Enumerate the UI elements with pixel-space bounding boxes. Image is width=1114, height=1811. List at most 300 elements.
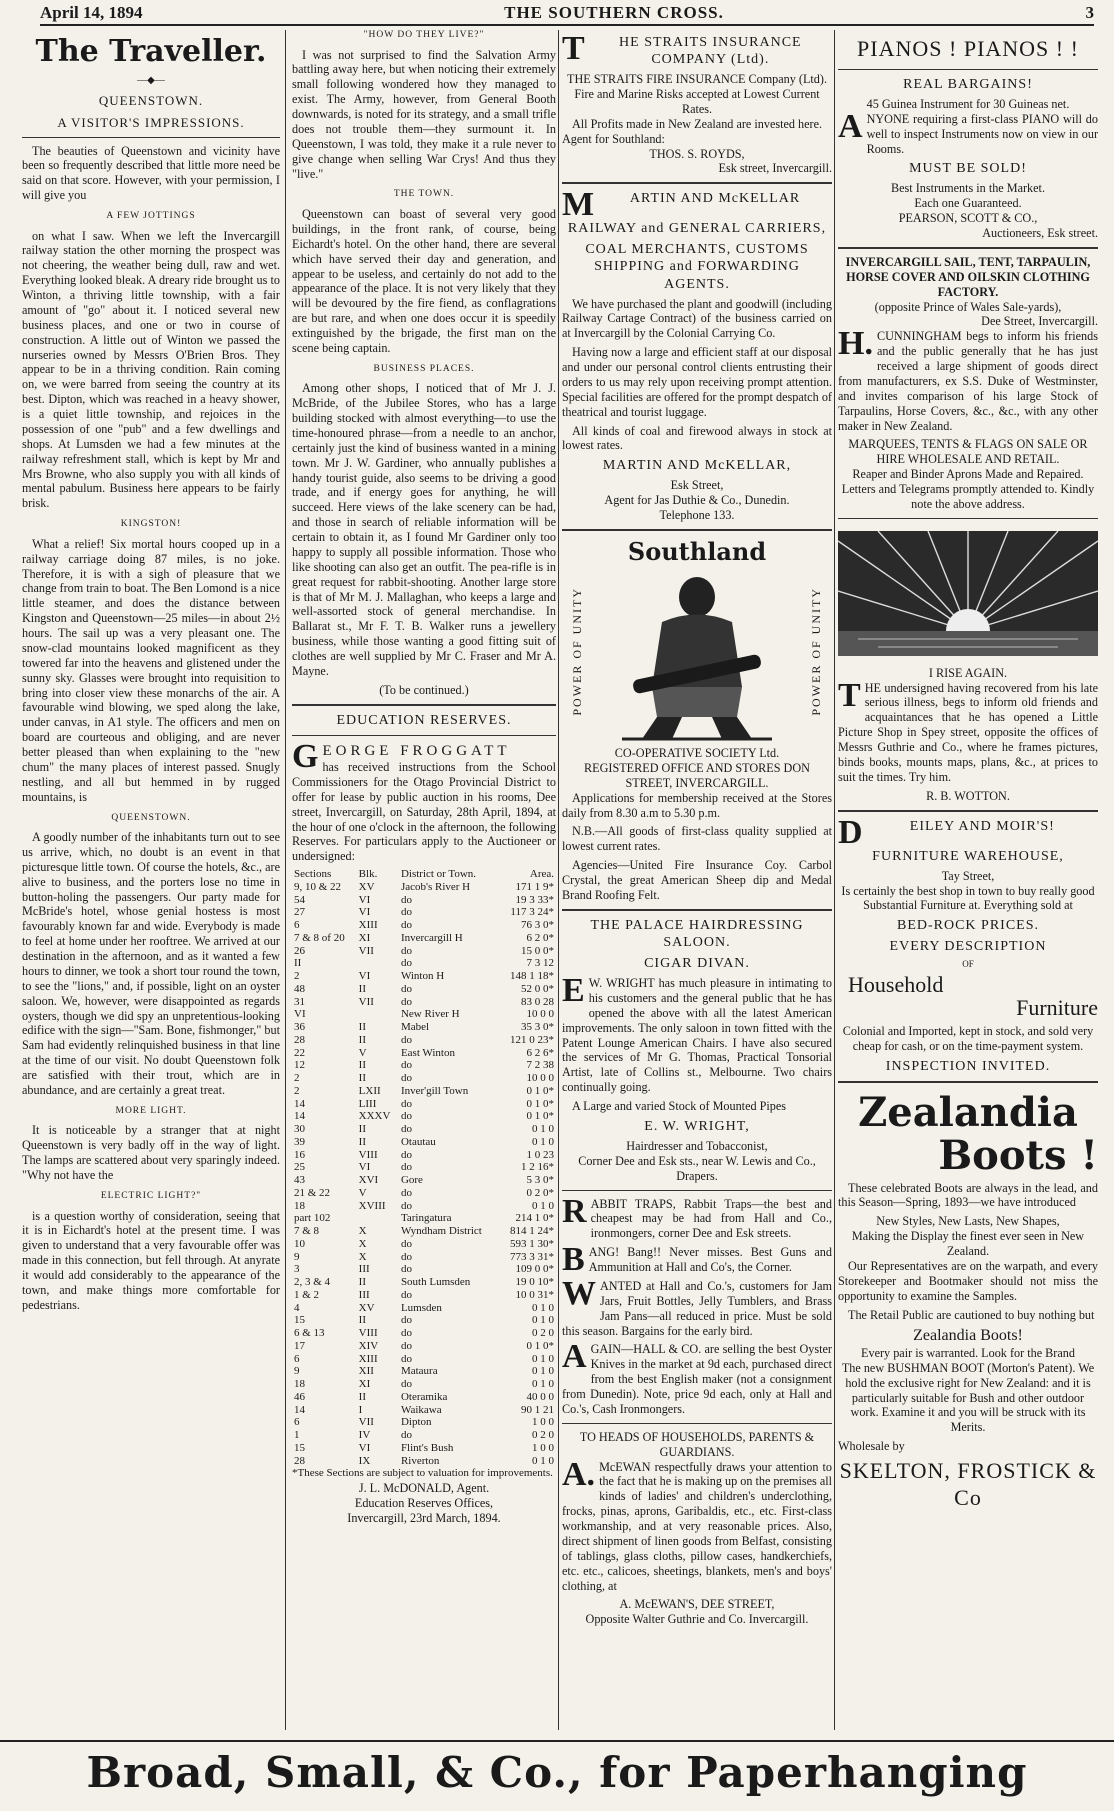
drop-cap: E (562, 972, 585, 1010)
table-row (292, 1021, 556, 1034)
table-row (292, 957, 556, 970)
paragraph: All kinds of coal and firewood always in stock at lowest rates. (562, 423, 832, 453)
notice-date: Invercargill, 23rd March, 1894. (347, 1510, 501, 1525)
ad-subheading: EVERY DESCRIPTION (889, 939, 1047, 955)
table-row (292, 1008, 556, 1021)
ad-signature: PEARSON, SCOTT & CO., (898, 211, 1038, 226)
table-cell: do (400, 1237, 412, 1250)
table-cell: 31 (294, 995, 305, 1008)
table-row (292, 970, 556, 983)
table-row (292, 1378, 556, 1391)
table-row (292, 1187, 556, 1200)
agent-name: J. L. McDONALD, Agent. (358, 1480, 490, 1495)
table-cell: 14 (294, 1110, 305, 1123)
table-cell: II (358, 1276, 366, 1289)
table-cell: 35 3 0* (521, 1021, 554, 1034)
table-cell: Gore (400, 1174, 423, 1187)
ad-signature: MARTIN AND McKELLAR, (602, 458, 792, 474)
table-cell: 0 1 0 (532, 1365, 554, 1378)
table-cell: do (400, 1250, 412, 1263)
table-cell: 9 (294, 1365, 300, 1378)
ad-subheading: THE STRAITS FIRE INSURANCE Company (Ltd). (567, 72, 827, 87)
table-cell: VII (358, 944, 374, 957)
footer-advertisement: Broad, Small, & Co., for Paperhanging (0, 1740, 1114, 1802)
table-row (292, 1225, 556, 1238)
table-cell: 0 1 0* (526, 1110, 554, 1123)
table-cell: do (400, 957, 412, 970)
ad-subheading: MUST BE SOLD! (909, 161, 1027, 177)
ad-text: Agent for Jas Duthie & Co., Dunedin. (604, 493, 790, 508)
table-cell: 0 1 0 (532, 1454, 554, 1467)
table-cell: do (400, 1148, 412, 1161)
table-cell: IX (358, 1454, 371, 1467)
table-cell: 6 2 6* (526, 1046, 554, 1059)
ad-heading: Boots ! (938, 1131, 1098, 1179)
table-cell: 0 1 0 (532, 1378, 554, 1391)
agent-address: Esk street, Invercargill. (718, 161, 832, 176)
section-heading: A FEW JOTTINGS (106, 211, 196, 221)
table-row (292, 1289, 556, 1302)
table-cell: 773 3 31* (510, 1250, 554, 1263)
table-cell: XVIII (358, 1199, 386, 1212)
table-cell: do (400, 1161, 412, 1174)
table-cell: 10 0 0 (526, 1072, 554, 1085)
paragraph: I was not surprised to find the Salvation Army battling away here, but when noticing their extremely small following wondered how they managed to exist. The Army, however, from General Booth downwards, is noted for its strategy, and a small trifle does not trouble them—they surmount it. In Queenstown, I was told, they make it a rule never to give change when selling War Crys! And thus they "live." (292, 47, 556, 181)
ad-heading: THE PALACE HAIRDRESSING SALOON. (590, 917, 804, 950)
column-traveller (22, 30, 280, 1730)
table-cell: 39 (294, 1135, 305, 1148)
table-cell: I (358, 1403, 363, 1416)
table-cell: 0 2 0* (526, 1186, 554, 1199)
table-cell: 19 0 10* (515, 1276, 554, 1289)
ad-text: New Styles, New Lasts, New Shapes, (876, 1214, 1060, 1229)
divider (838, 69, 1098, 70)
table-cell: 148 1 18* (510, 970, 554, 983)
page-number: 3 (1085, 3, 1094, 22)
ad-text: Each one Guaranteed. (914, 196, 1022, 211)
drop-cap: G (292, 737, 319, 775)
ad-text: Auctioneers, Esk street. (982, 226, 1098, 241)
table-cell: 1 0 0 (532, 1441, 554, 1454)
drop-cap: D (838, 813, 863, 851)
table-cell: do (400, 1123, 412, 1136)
table-cell: 214 1 0* (515, 1212, 554, 1225)
table-cell: 7 & 8 of 20 (294, 931, 345, 944)
table-cell: 0 1 0 (532, 1301, 554, 1314)
table-cell: do (400, 1059, 412, 1072)
table-row (292, 1161, 556, 1174)
table-cell (357, 957, 399, 970)
paragraph: HE undersigned having recovered from his late serious illness, begs to inform old friends and acquaintances that he has opened a Little Picture Shop in Spey street, opposite the offices of Messrs Guthrie and Co., where he frames pictures, binds books, mounts maps, plans, &c., at prices to suit the times. Try him. (838, 680, 1098, 784)
drop-cap: T (838, 676, 861, 714)
table-cell: do (400, 944, 412, 957)
table-cell: 16 (294, 1148, 305, 1161)
table-cell: 46 (294, 1390, 305, 1403)
table-cell: V (358, 1186, 367, 1199)
paragraph: Our Representatives are on the warpath, and every Storekeeper and Bootmaker should not miss the opportunity to examine the Samples. (838, 1258, 1098, 1303)
man-with-bundle-icon (562, 567, 832, 742)
paragraph: GAIN—HALL & CO. are selling the best Oyster Knives in the market at 9d each, purchased direct from the best English maker (not a consignment from Dunedin). Note, price 9d each, only at Hall and Co.'s, Cash Ironmongers. (562, 1342, 832, 1416)
ad-signature: SKELTON, FROSTICK & Co (839, 1458, 1097, 1510)
table-cell: do (400, 1314, 412, 1327)
ad-text: (opposite Prince of Wales Sale-yards), (874, 299, 1062, 314)
table-cell: XIII (358, 1352, 378, 1365)
table-cell: do (400, 982, 412, 995)
southland-logo (562, 537, 832, 742)
table-cell: do (400, 1352, 412, 1365)
table-cell: do (400, 906, 412, 919)
table-cell: II (358, 1021, 366, 1034)
table-cell (357, 1008, 399, 1021)
table-cell: 52 0 0* (521, 982, 554, 995)
table-cell: New River H (400, 1008, 460, 1021)
table-cell: 30 (294, 1123, 305, 1136)
paragraph: on what I saw. When we left the Invercargill railway station the other morning the prospect was not cheering, the weather being dull, raw and wet. Everything looked bleak. A dreary ride brought us to Winton, a thriving little township, with a fair amount of "go" about it. I noticed several new business places, and one or two in course of construction. A little out of Winton we passed the nurseries owned by Messrs O'Brien Bros. They appear to be in a thriving condition. Rain coming on, we were barred from seeing the country at its best. Dipton, which was reached in a heavy shower, is a quiet little township, and rejoices in the possession of one "pub" and a few dwellings and shops. At Lumsden we had a few minutes at the railway refreshment stall, which is kept by Mr and Mrs Browne, who also supply you with all kinds of mental pabulum. Business here appears to be fairly brisk. (22, 228, 280, 511)
table-cell: 10 0 0 (526, 1008, 554, 1021)
ad-heading: EDUCATION RESERVES. (336, 712, 512, 728)
table-cell: Taringatura (400, 1212, 452, 1225)
paragraph: What a relief! Six mortal hours cooped up in a railway carriage doing 87 miles, is no joke. Therefore, it is with a sigh of pleasure that we change from train to boat. The Ben Lomond is a nice little steamer, and does the distance between Kingston and Queenstown—25 miles—in about 2½ hours. The sail up was a very pleasant one. The snow-clad mountains looked magnificent as they towered far into the heavens and glistened under the sunny sky. Glasses were brought into requisition to bring into closer view these monarchs of the air. A favourable wind blowing, we sped along the lake, under canvas, in A1 style. The officers and men on board are courteous and obliging, and are never better pleased than when explaining to the "new chum" the many places of interest passed. Snugly nestling, and all but hemmed in by rugged mountains, is (22, 536, 280, 804)
table-cell: VI (294, 1008, 306, 1021)
paragraph: CUNNINGHAM begs to inform his friends and the public generally that he has just received a large shipment of goods direct from manufacturers, ex S.S. Duke of Westminster, and invites comparison of his large Stock of Tarpaulins, Horse Covers, &c., &c., with any other maker in New Zealand. (838, 329, 1098, 433)
table-row (292, 945, 556, 958)
table-cell: 5 3 0* (526, 1174, 554, 1187)
ad-text: Every pair is warranted. Look for the Brand (861, 1345, 1075, 1360)
table-cell: Lumsden (400, 1301, 442, 1314)
column-rule (834, 30, 835, 1730)
table-cell: Inver'gill Town (400, 1084, 469, 1097)
logo-motto-right: POWER OF UNITY (809, 587, 824, 716)
table-cell: 0 2 0 (532, 1429, 554, 1442)
table-cell: do (400, 1072, 412, 1085)
table-row (292, 1123, 556, 1136)
paragraph: Applications for membership received at the Stores daily from 8.30 a.m to 5.30 p.m. (562, 790, 832, 820)
table-cell: II (358, 1390, 366, 1403)
section-heading: BUSINESS PLACES. (373, 363, 475, 374)
paragraph: A Large and varied Stock of Mounted Pipes (572, 1099, 787, 1114)
table-cell: 10 0 31* (515, 1288, 554, 1301)
divider (562, 1423, 832, 1424)
table-cell: 27 (294, 906, 305, 919)
ad-heading: TO HEADS OF HOUSEHOLDS, PARENTS & GUARDIANS. (579, 1429, 815, 1459)
ad-heading: HE STRAITS INSURANCE COMPANY (Ltd). (619, 35, 802, 68)
section-heading: MORE LIGHT. (115, 1105, 187, 1116)
table-row (292, 1149, 556, 1162)
table-row (292, 881, 556, 894)
ad-text: Agent for Southland: (562, 131, 665, 146)
ad-text: Is certainly the best shop in town to buy really good Substantial Furniture at. Everything sold at (841, 883, 1095, 913)
table-cell: 109 0 0* (515, 1263, 554, 1276)
paragraph: ABBIT TRAPS, Rabbit Traps—the best and cheapest may be had from Hall and Co., ironmongers, corner Dee and Esk streets. (590, 1196, 832, 1241)
table-cell: 171 1 9* (515, 880, 554, 893)
ad-text: Fire and Marine Risks accepted at Lowest Current Rates. (574, 87, 820, 116)
ad-heading: INVERCARGILL SAIL, TENT, TARPAULIN, HORSE COVER AND OILSKIN CLOTHING FACTORY. (845, 254, 1091, 299)
column-header: Area. (529, 868, 554, 881)
table-row (292, 1047, 556, 1060)
table-cell: 0 1 0* (526, 1339, 554, 1352)
table-cell: 7 3 12 (526, 957, 554, 970)
table-row (292, 1212, 556, 1225)
column-continued (292, 30, 556, 1730)
table-cell: do (400, 919, 412, 932)
table-row (292, 1416, 556, 1429)
divider (292, 735, 556, 736)
table-row (292, 1365, 556, 1378)
table-cell: III (358, 1288, 370, 1301)
ad-subheading: REGISTERED OFFICE AND STORES DON STREET, INVERCARGILL. (584, 760, 810, 790)
ad-subheading: RAILWAY and GENERAL CARRIERS, (567, 221, 827, 237)
table-cell: XIII (358, 919, 378, 932)
paragraph: A goodly number of the inhabitants turn out to see us arrive, which, no doubt is an event in that picturesque little town. Of course the hotels, &c., are alive to business, and the porters lose no time in button-holing the passengers. Our party made for McBride's hotel, whose genial hostess is most favourably known far and wide. Everybody is made to feel at home under her rooftree. We arrived at our destination in the afternoon, and as it wanted a few hours to dinner, we took a short tour round the town, to see the "lions," and, if possible, light on an oyster saloon. We, however, were disappointed as regards oysters, though we did spy an unpretentious-looking edifice with the sign—"Sam. Bone, fishmonger," but Sam had evidently relinquished business in that line at the time of our visit. No doubt Queenstown folk are satisfied with their trout, which are in abundance, and are certainly a great treat. (22, 830, 280, 1097)
table-cell: VII (358, 995, 374, 1008)
ad-heading: Furniture (1016, 995, 1098, 1021)
table-cell: 10 (294, 1237, 305, 1250)
table-cell: do (400, 1097, 412, 1110)
table-row (292, 1200, 556, 1213)
table-cell: 0 1 0 (532, 1123, 554, 1136)
divider (292, 704, 556, 706)
table-cell: Mabel (400, 1021, 430, 1034)
reserves-table (292, 868, 556, 1467)
section-heading: QUEENSTOWN. (111, 812, 191, 823)
table-cell: 36 (294, 1021, 305, 1034)
table-cell: 1 & 2 (294, 1288, 320, 1301)
logo-title: Southland (627, 537, 767, 567)
table-cell: 0 1 0 (532, 1352, 554, 1365)
paragraph: Agencies—United Fire Insurance Coy. Carbol Crystal, the great American Sheep dip and Medal Brand Roofing Felt. (562, 858, 832, 902)
table-cell: Waikawa (400, 1403, 442, 1416)
ad-text: Reaper and Binder Aprons Made and Repaired. (852, 467, 1084, 482)
table-row (292, 1034, 556, 1047)
paragraph: has received instructions from the School Commissioners for the Otago Provincial District to offer for lease by public auction in his rooms, Dee street, Invercargill, on Saturday, 28th April, 1894, at the hour of one o'clock in the afternoon, the following Reserves. For particulars apply to the Auctioneer or undersigned: (292, 760, 556, 864)
table-cell: do (400, 1327, 412, 1340)
table-row (292, 1174, 556, 1187)
continued-note: (To be continued.) (379, 682, 469, 697)
drop-cap: M (562, 186, 595, 224)
section-heading: ELECTRIC LIGHT?" (100, 1190, 202, 1201)
table-cell: 2 (294, 970, 300, 983)
ad-heading: Zealandia (858, 1088, 1078, 1136)
table-cell: 7 2 38 (526, 1059, 554, 1072)
table-cell: 2, 3 & 4 (294, 1276, 331, 1289)
table-cell: Otautau (400, 1135, 436, 1148)
table-cell: II (358, 1059, 366, 1072)
paragraph: ANTED at Hall and Co.'s, customers for Jam Jars, Fruit Bottles, Jelly Tumblers, and Brass Jam Pans—all reduced in price. Must be sold this season. Bargains for the early bird. (562, 1278, 832, 1338)
table-cell: II (358, 1033, 366, 1046)
table-cell: VI (358, 893, 371, 906)
table-cell: III (358, 1263, 370, 1276)
table-cell: 6 2 0* (526, 931, 554, 944)
table-cell: VIII (358, 1327, 378, 1340)
divider (562, 1190, 832, 1191)
table-cell: Dipton (400, 1416, 432, 1429)
table-cell: V (358, 1046, 367, 1059)
office-name: Education Reserves Offices, (354, 1495, 494, 1510)
section-heading: KINGSTON! (120, 519, 182, 530)
table-cell: 18 (294, 1199, 305, 1212)
table-cell: 15 (294, 1441, 305, 1454)
column-rule (558, 30, 559, 1730)
ad-subheading: REAL BARGAINS! (903, 76, 1033, 92)
table-row (292, 1327, 556, 1340)
table-cell: 0 1 0* (526, 1084, 554, 1097)
table-cell: 1 (294, 1429, 300, 1442)
table-cell: do (400, 1378, 412, 1391)
ad-subheading: MARQUEES, TENTS & FLAGS ON SALE OR HIRE WHOLESALE AND RETAIL. (848, 437, 1088, 467)
table-cell: 2 (294, 1084, 300, 1097)
table-row (292, 983, 556, 996)
drop-cap: A (838, 107, 863, 145)
table-cell: 1 0 23 (526, 1148, 554, 1161)
divider (562, 182, 832, 184)
table-cell: part 102 (294, 1212, 331, 1225)
table-row (292, 1455, 556, 1468)
ad-address: Dee Street, Invercargill. (981, 314, 1098, 329)
rising-sun-illustration (838, 531, 1098, 656)
paragraph: McEWAN respectfully draws your attention to the fact that he is making up on the premises all kinds of ladies' and children's underclothing, frocks, pinas, aprons, Garibaldis, etc., etc. First-class workmanship, and at very reasonable prices. Also, direct shipment of linen goods from Belfast, consisting of tablings, glass cloths, pillow cases, handkerchiefs, etc. etc., calicoes, sheetings, blankets, men's and boys' clothing, at (562, 1459, 832, 1593)
table-cell: do (400, 1033, 412, 1046)
column-header: Sections (294, 868, 332, 881)
paragraph: N.B.—All goods of first-class quality supplied at lowest current rates. (562, 824, 832, 854)
ad-address: Tay Street, (941, 868, 995, 883)
table-row (292, 1276, 556, 1289)
table-cell: II (358, 1314, 366, 1327)
table-cell (357, 1212, 399, 1225)
ad-address: Opposite Walter Guthrie and Co. Invercargill. (585, 1612, 809, 1627)
table-cell: XI (358, 931, 371, 944)
table-cell: LIII (358, 1097, 377, 1110)
drop-cap: R (562, 1192, 587, 1230)
table-row (292, 894, 556, 907)
paragraph: The Retail Public are cautioned to buy nothing but (848, 1307, 1095, 1322)
table-cell: 814 1 24* (510, 1225, 554, 1238)
table-row (292, 919, 556, 932)
table-cell: 121 0 23* (510, 1033, 554, 1046)
table-row (292, 1263, 556, 1276)
article-place: QUEENSTOWN. (98, 92, 204, 108)
table-cell: South Lumsden (400, 1276, 471, 1289)
table-cell: 0 1 0 (532, 1199, 554, 1212)
ad-heading: EILEY AND MOIR'S! (909, 818, 1055, 834)
table-cell: VII (358, 1416, 374, 1429)
ad-text: 45 Guinea Instrument for 30 Guineas net. (866, 96, 1070, 111)
article-heading: The Traveller. (35, 34, 267, 69)
table-cell: 21 & 22 (294, 1186, 331, 1199)
drop-cap: A. (562, 1455, 596, 1493)
paragraph: W. WRIGHT has much pleasure in intimating to his customers and the general public that he has opened the above with all the latest American improvements. The only saloon in town fitted with the Patent Lounge American Chairs. I have also secured the services of Mr G. Thomas, Practical Tonsorial Artist, late of Collins st., Melbourne. Two chairs continually going. (562, 976, 832, 1095)
table-cell: II (358, 1123, 366, 1136)
column-header: District or Town. (400, 868, 477, 881)
table-cell: 1 2 16* (521, 1161, 554, 1174)
divider (562, 909, 832, 911)
table-row (292, 1404, 556, 1417)
table-row (292, 996, 556, 1009)
table-cell: do (400, 995, 412, 1008)
table-cell: Mataura (400, 1365, 438, 1378)
drop-cap: A (562, 1338, 587, 1376)
paragraph: The beauties of Queenstown and vicinity have been so frequently described that little more need be said on that score. However, with your permission, I will give you (22, 143, 280, 203)
table-cell: East Winton (400, 1046, 455, 1059)
table-cell: 0 2 0 (532, 1327, 554, 1340)
paragraph: These celebrated Boots are always in the lead, and this Season—Spring, 1893—we have introduced (838, 1180, 1098, 1210)
table-cell: 15 (294, 1314, 305, 1327)
table-cell: 19 3 33* (515, 893, 554, 906)
table-row (292, 1072, 556, 1085)
table-cell: LXII (358, 1084, 381, 1097)
table-row (292, 1302, 556, 1315)
table-cell: 14 (294, 1403, 305, 1416)
table-cell: 4 (294, 1301, 300, 1314)
ad-address: Esk Street, (670, 478, 724, 493)
table-cell: 6 (294, 1352, 300, 1365)
table-cell: XV (358, 880, 375, 893)
ad-signature: A. McEWAN'S, DEE STREET, (619, 1597, 775, 1612)
column-advertisements-right (838, 30, 1098, 1730)
table-row (292, 1442, 556, 1455)
ad-text: Letters and Telegrams promptly attended to. Kindly note the above address. (841, 482, 1095, 511)
table-row (292, 1085, 556, 1098)
table-cell: VI (358, 1441, 371, 1454)
table-cell: VI (358, 906, 371, 919)
table-cell: 54 (294, 893, 305, 906)
table-cell: 0 1 0* (526, 1097, 554, 1110)
divider (838, 247, 1098, 249)
table-row (292, 1391, 556, 1404)
table-cell: do (400, 1199, 412, 1212)
table-cell: X (358, 1225, 367, 1238)
table-cell: Flint's Bush (400, 1441, 454, 1454)
ad-telephone: Telephone 133. (659, 508, 735, 523)
paragraph: ANG! Bang!! Never misses. Best Guns and Ammunition at Hall and Co's, the Corner. (588, 1245, 832, 1275)
ad-heading: Household (848, 972, 944, 998)
ad-text: Best Instruments in the Market. (890, 181, 1045, 196)
ad-subheading: Zealandia Boots! (913, 1327, 1023, 1345)
table-cell: 28 (294, 1454, 305, 1467)
table-cell: 90 1 21 (521, 1403, 554, 1416)
issue-date: April 14, 1894 (40, 3, 143, 22)
ad-heading: PIANOS ! PIANOS ! ! (857, 36, 1079, 61)
table-cell: 26 (294, 944, 305, 957)
table-cell: do (400, 1263, 412, 1276)
table-row (292, 1251, 556, 1264)
paragraph: It is noticeable by a stranger that at night Queenstown is very badly off in the way of light. The lamps are scattered about very sparingly indeed. "Why not have the (22, 1123, 280, 1183)
table-cell: VI (358, 1161, 371, 1174)
section-heading: THE TOWN. (393, 189, 455, 200)
table-row (292, 906, 556, 919)
table-row (292, 1238, 556, 1251)
table-cell: do (400, 1339, 412, 1352)
table-cell: VI (358, 970, 371, 983)
table-cell: 14 (294, 1097, 305, 1110)
paragraph: We have purchased the plant and goodwill (including Railway Cartage Contract) of the business carried on at Invercargill by the Colonial Carrying Co. (562, 296, 832, 341)
table-row (292, 1136, 556, 1149)
table-row (292, 1429, 556, 1442)
table-note: *These Sections are subject to valuation for improvements. (292, 1467, 553, 1480)
table-cell: Oteramika (400, 1390, 448, 1403)
table-cell: X (358, 1237, 367, 1250)
illustration-caption: I RISE AGAIN. (928, 665, 1008, 680)
table-cell: do (400, 1186, 412, 1199)
table-cell: 17 (294, 1339, 305, 1352)
table-cell: 12 (294, 1059, 305, 1072)
ad-text: Making the Display the finest ever seen in New Zealand. (851, 1229, 1085, 1259)
paragraph: Queenstown can boast of several very good buildings, in the front rank, of course, being Eichardt's hotel. On the other hand, there are several which have served their day and generation, and appear to be useless, and certainly do not add to the appearance of the place. It is not very likely that they will be devoured by the fire fiend, as conflagrations are but rare, and when one does occur it is speedily extinguished by the brigade, the first man on the scene being captain. (292, 207, 556, 355)
table-cell: 593 1 30* (510, 1237, 554, 1250)
column-rule (285, 30, 286, 1730)
ad-text: Wholesale by (838, 1439, 905, 1454)
table-cell: 6 & 13 (294, 1327, 325, 1340)
ad-subheading: COAL MERCHANTS, CUSTOMS SHIPPING and FORWARDING AGENTS. (585, 242, 809, 292)
